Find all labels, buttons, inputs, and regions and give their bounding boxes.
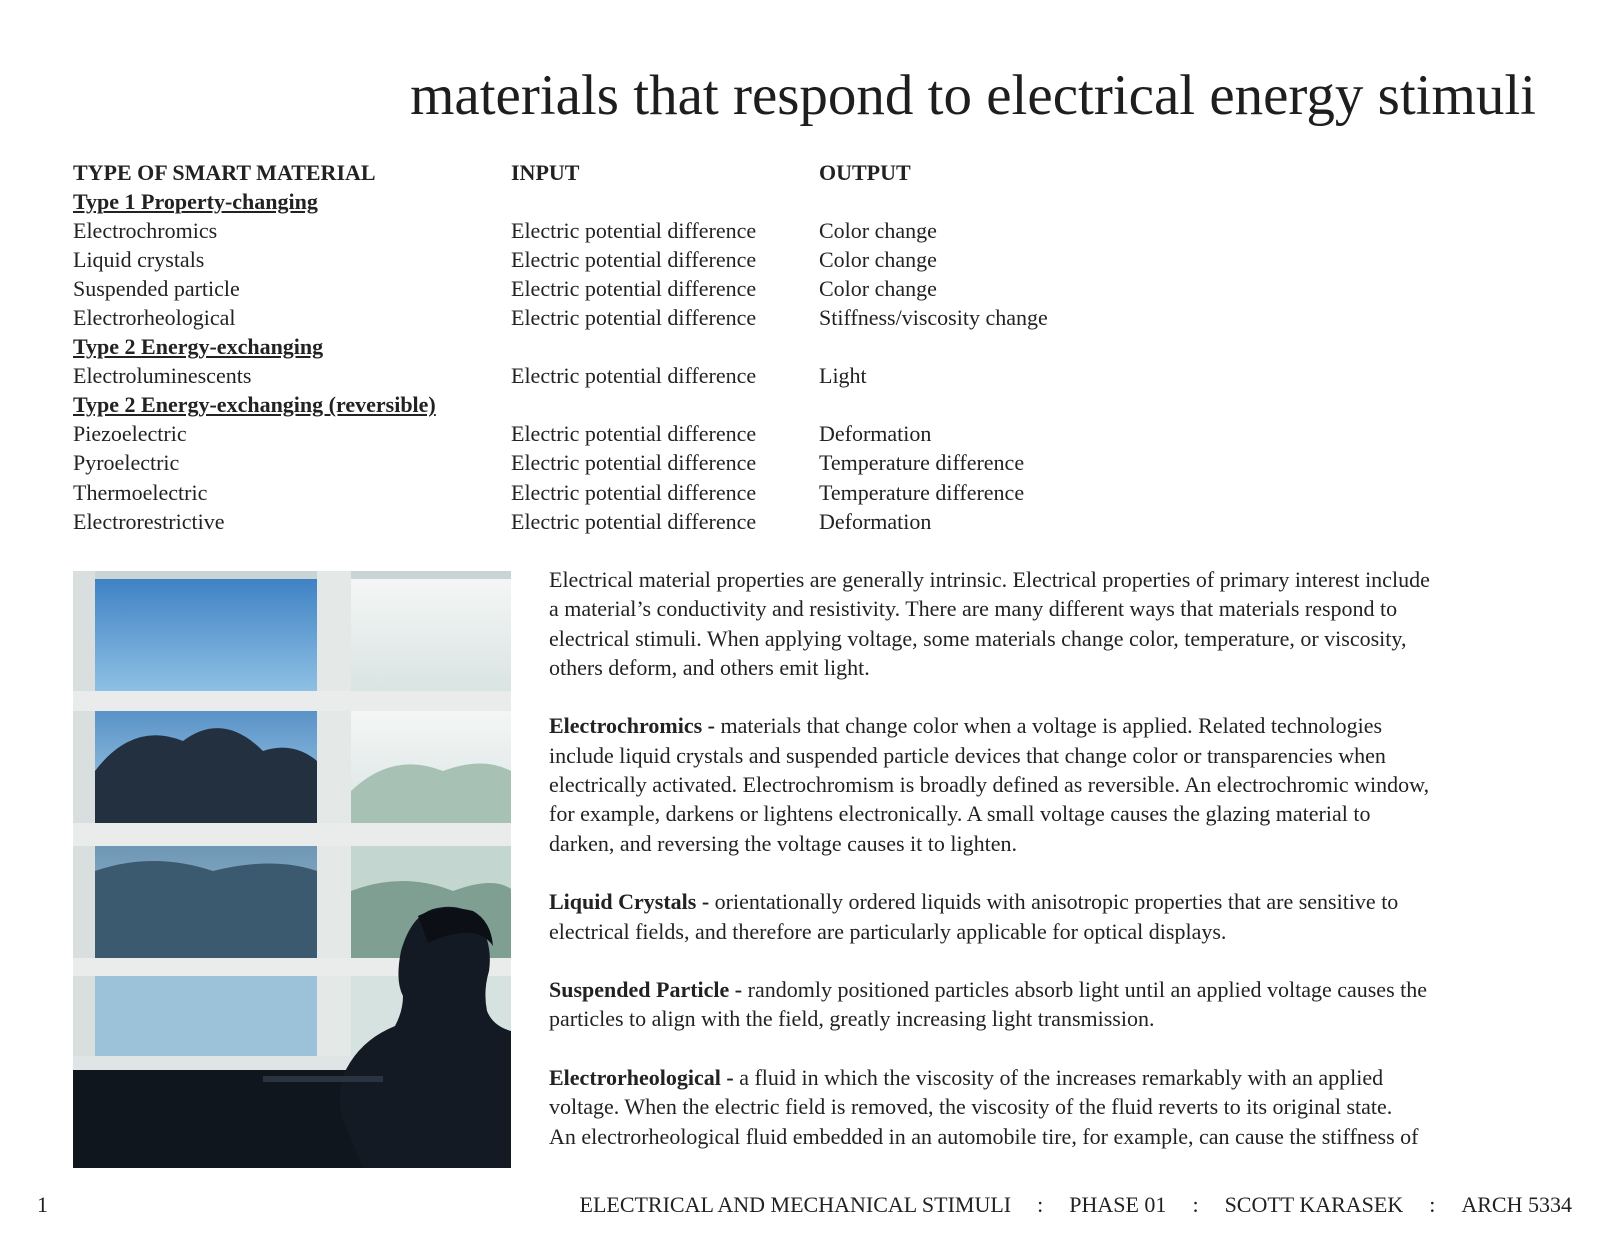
- page-title: materials that respond to electrical energy stimuli: [410, 64, 1536, 127]
- output-cell: Temperature difference: [819, 450, 1025, 476]
- photo-illustration: [73, 571, 511, 1168]
- header-input: INPUT: [511, 159, 580, 185]
- output-cell: Deformation: [819, 508, 932, 534]
- table-row: [73, 507, 1173, 536]
- table-row: [73, 478, 1173, 507]
- footer-item: ELECTRICAL AND MECHANICAL STIMULI: [579, 1192, 1012, 1217]
- footer-item: ARCH 5334: [1461, 1192, 1572, 1217]
- table-row: [73, 303, 1173, 332]
- section-label: Type 2 Energy-exchanging: [73, 334, 324, 360]
- paragraph-term: Liquid Crystals -: [549, 889, 710, 915]
- output-cell: Deformation: [819, 421, 932, 447]
- footer-separator: :: [1037, 1192, 1044, 1217]
- page-number: 1: [37, 1192, 48, 1217]
- input-cell: Electric potential difference: [511, 217, 757, 243]
- table-section-row: [73, 333, 1173, 362]
- paragraph-term: Suspended Particle -: [549, 977, 743, 1003]
- output-cell: Color change: [819, 217, 937, 243]
- input-cell: Electric potential difference: [511, 246, 757, 272]
- output-cell: Light: [819, 363, 867, 389]
- material-cell: Electrorestrictive: [73, 508, 225, 534]
- paragraph-text: a fluid in which the viscosity of the increases remarkably with an applied voltage. When the electric field is removed, the viscosity of the fluid reverts to its original state. An electrorheological fluid embedded in an automobile tire, for example, can cause the stiffness of: [549, 1065, 1419, 1149]
- input-cell: Electric potential difference: [511, 421, 757, 447]
- input-cell: Electric potential difference: [511, 305, 757, 331]
- paragraph-text: Electrical material properties are generally intrinsic. Electrical properties of primary interest include a material’s conductivity and resistivity. There are many different ways that materials respond to electrical stimuli. When applying voltage, some materials change color, temperature, or viscosity, others deform, and others emit light.: [549, 567, 1430, 680]
- paragraph-text: orientationally ordered liquids with anisotropic properties that are sensitive to electrical fields, and therefore are particularly applicable for optical displays.: [549, 889, 1399, 944]
- footer-separator: :: [1429, 1192, 1436, 1217]
- paragraph-text: materials that change color when a voltage is applied. Related technologies include liquid crystals and suspended particle devices that change color or transparencies when electrically activated. Electrochromism is broadly defined as reversible. An electrochromic window, for example, darkens or lightens electronically. A small voltage causes the glazing material to darken, and reversing the voltage causes it to lighten.: [549, 713, 1430, 856]
- material-cell: Electrochromics: [73, 217, 218, 243]
- paragraph: [549, 975, 1549, 1034]
- table-header-row: [73, 158, 1173, 187]
- section-label: Type 1 Property-changing: [73, 188, 318, 214]
- smart-material-table: [73, 158, 1173, 536]
- output-cell: Stiffness/viscosity change: [819, 305, 1048, 331]
- footer-item: PHASE 01: [1069, 1192, 1167, 1217]
- material-cell: Pyroelectric: [73, 450, 180, 476]
- paragraph-text: randomly positioned particles absorb light until an applied voltage causes the particles to align with the field, greatly increasing light transmission.: [549, 977, 1428, 1032]
- table-row: [73, 245, 1173, 274]
- section-label: Type 2 Energy-exchanging (reversible): [73, 392, 436, 418]
- output-cell: Temperature difference: [819, 479, 1025, 505]
- input-cell: Electric potential difference: [511, 508, 757, 534]
- footer-separator: :: [1192, 1192, 1199, 1217]
- paragraph-term: Electrorheological -: [549, 1065, 734, 1091]
- material-cell: Suspended particle: [73, 275, 240, 301]
- table-row: [73, 274, 1173, 303]
- paragraph: [549, 565, 1549, 682]
- material-cell: Liquid crystals: [73, 246, 205, 272]
- footer-item: SCOTT KARASEK: [1224, 1192, 1404, 1217]
- description-text: [549, 565, 1549, 1152]
- office-window-photo: [73, 571, 511, 1168]
- paragraph: [549, 887, 1549, 946]
- input-cell: Electric potential difference: [511, 275, 757, 301]
- output-cell: Color change: [819, 275, 937, 301]
- paragraph: [549, 711, 1549, 857]
- material-cell: Thermoelectric: [73, 479, 208, 505]
- header-output: OUTPUT: [819, 159, 911, 185]
- material-cell: Electroluminescents: [73, 363, 252, 389]
- table-row: [73, 362, 1173, 391]
- table-row: [73, 216, 1173, 245]
- paragraph-term: Electrochromics -: [549, 713, 715, 739]
- table-row: [73, 420, 1173, 449]
- table-section-row: [73, 187, 1173, 216]
- input-cell: Electric potential difference: [511, 363, 757, 389]
- table-body: [73, 187, 1173, 536]
- header-type: TYPE OF SMART MATERIAL: [73, 159, 376, 185]
- material-cell: Electrorheological: [73, 305, 236, 331]
- material-cell: Piezoelectric: [73, 421, 187, 447]
- input-cell: Electric potential difference: [511, 479, 757, 505]
- paragraph-list: [549, 565, 1549, 1151]
- paragraph: [549, 1063, 1549, 1151]
- input-cell: Electric potential difference: [511, 450, 757, 476]
- output-cell: Color change: [819, 246, 937, 272]
- footer: [580, 1192, 1573, 1218]
- table-section-row: [73, 391, 1173, 420]
- table-row: [73, 449, 1173, 478]
